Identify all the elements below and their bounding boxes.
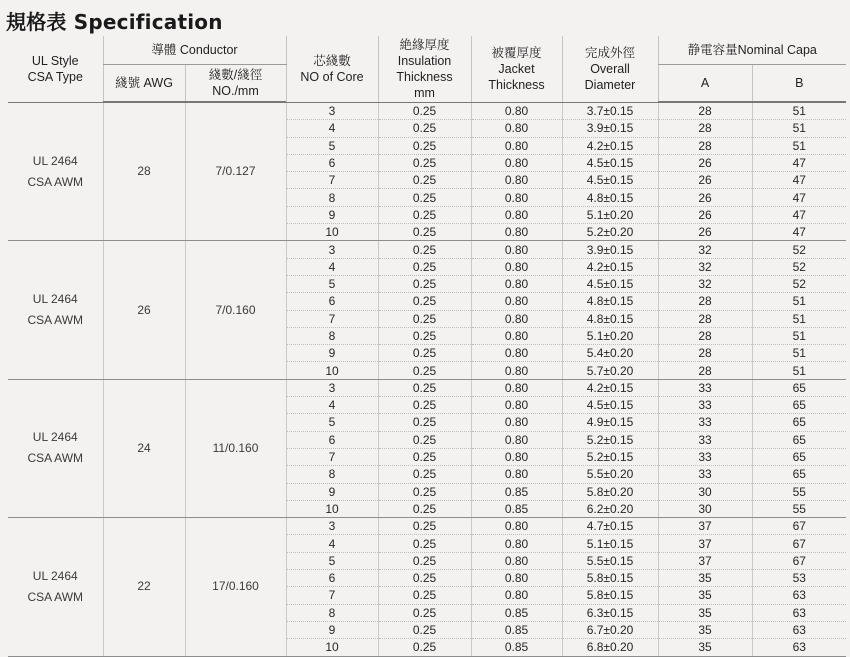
overall-diameter: 5.8±0.15 (562, 587, 658, 604)
diameter-label-zh: 完成外徑 (584, 45, 635, 60)
insulation-thickness: 0.25 (378, 483, 471, 500)
insulation-thickness: 0.25 (378, 103, 471, 120)
insulation-thickness: 0.25 (378, 621, 471, 638)
capa-a-value: 33 (658, 379, 752, 396)
core-label-en: NO of Core (300, 69, 364, 84)
jacket-thickness: 0.80 (471, 172, 562, 189)
core-count: 5 (286, 414, 378, 431)
capa-a-value: 30 (658, 500, 752, 517)
overall-diameter: 4.2±0.15 (562, 258, 658, 275)
overall-diameter: 6.2±0.20 (562, 500, 658, 517)
insulation-thickness: 0.25 (378, 587, 471, 604)
table-row (8, 103, 846, 120)
overall-diameter: 5.1±0.20 (562, 327, 658, 344)
capa-a-value: 28 (658, 345, 752, 362)
capa-b-value: 63 (752, 639, 846, 656)
jacket-thickness: 0.80 (471, 137, 562, 154)
jacket-thickness: 0.80 (471, 120, 562, 137)
insulation-thickness: 0.25 (378, 172, 471, 189)
page-title: 規格表 Specification (6, 10, 223, 34)
core-label-zh: 芯綫數 (313, 53, 351, 68)
capa-b-value: 47 (752, 206, 846, 223)
jacket-thickness: 0.80 (471, 206, 562, 223)
insulation-thickness: 0.25 (378, 466, 471, 483)
overall-diameter: 3.7±0.15 (562, 103, 658, 120)
insulation-label-en2: Thickness (396, 69, 453, 84)
capa-b-value: 51 (752, 137, 846, 154)
insulation-header (378, 36, 471, 102)
capa-a-value: 28 (658, 327, 752, 344)
capa-b-value: 55 (752, 483, 846, 500)
jacket-thickness: 0.80 (471, 535, 562, 552)
jacket-label-en2: Thickness (488, 77, 545, 92)
jacket-thickness: 0.85 (471, 621, 562, 638)
capa-b-value: 47 (752, 172, 846, 189)
capa-b-value: 65 (752, 466, 846, 483)
capa-a-value: 33 (658, 466, 752, 483)
overall-diameter: 4.5±0.15 (562, 154, 658, 171)
overall-diameter: 4.8±0.15 (562, 189, 658, 206)
capa-a-header: A (658, 65, 752, 102)
ul-style-cell (8, 103, 103, 241)
core-count: 7 (286, 310, 378, 327)
capa-a-value: 37 (658, 518, 752, 535)
core-count: 9 (286, 345, 378, 362)
ul-style-value: UL 2464 (32, 430, 78, 445)
jacket-thickness: 0.80 (471, 224, 562, 241)
core-count: 4 (286, 120, 378, 137)
capa-b-value: 52 (752, 241, 846, 258)
capa-a-value: 32 (658, 258, 752, 275)
capa-b-value: 53 (752, 570, 846, 587)
csa-type-value: CSA AWM (27, 174, 84, 189)
capa-b-value: 63 (752, 604, 846, 621)
jacket-thickness: 0.80 (471, 189, 562, 206)
jacket-label-en1: Jacket (498, 61, 535, 76)
jacket-thickness: 0.80 (471, 275, 562, 292)
insulation-thickness: 0.25 (378, 293, 471, 310)
capa-a-value: 28 (658, 362, 752, 379)
capa-b-value: 67 (752, 518, 846, 535)
awg-value: 28 (103, 103, 185, 241)
core-count: 5 (286, 275, 378, 292)
capa-b-value: 67 (752, 552, 846, 569)
core-count: 7 (286, 448, 378, 465)
insulation-thickness: 0.25 (378, 639, 471, 656)
core-count: 8 (286, 604, 378, 621)
insulation-thickness: 0.25 (378, 448, 471, 465)
ul-style-value: UL 2464 (32, 292, 78, 307)
capa-a-value: 32 (658, 241, 752, 258)
capa-a-value: 26 (658, 154, 752, 171)
core-count: 10 (286, 639, 378, 656)
table-row (8, 518, 846, 535)
insulation-label-zh: 絶緣厚度 (399, 37, 450, 52)
jacket-thickness: 0.80 (471, 154, 562, 171)
jacket-thickness: 0.80 (471, 431, 562, 448)
ul-style-cell (8, 241, 103, 379)
spec-table-container (8, 36, 846, 657)
capa-a-value: 28 (658, 137, 752, 154)
overall-diameter: 4.5±0.15 (562, 275, 658, 292)
overall-diameter: 5.5±0.15 (562, 552, 658, 569)
capa-b-value: 47 (752, 224, 846, 241)
jacket-thickness: 0.80 (471, 448, 562, 465)
overall-diameter: 5.1±0.15 (562, 535, 658, 552)
csa-type-value: CSA AWM (27, 589, 84, 604)
overall-diameter: 4.8±0.15 (562, 293, 658, 310)
core-count: 9 (286, 206, 378, 223)
core-count: 8 (286, 327, 378, 344)
capa-b-value: 55 (752, 500, 846, 517)
strands-value: 17/0.160 (185, 518, 286, 656)
capa-a-value: 32 (658, 275, 752, 292)
jacket-thickness: 0.85 (471, 639, 562, 656)
insulation-thickness: 0.25 (378, 206, 471, 223)
ul-style-value: UL 2464 (32, 153, 78, 168)
core-count: 3 (286, 241, 378, 258)
jacket-thickness: 0.80 (471, 293, 562, 310)
core-count: 10 (286, 224, 378, 241)
overall-diameter: 4.5±0.15 (562, 172, 658, 189)
spec-table (8, 36, 846, 657)
core-count: 6 (286, 293, 378, 310)
capa-a-value: 33 (658, 431, 752, 448)
awg-value: 22 (103, 518, 185, 656)
capa-b-value: 63 (752, 621, 846, 638)
insulation-thickness: 0.25 (378, 241, 471, 258)
insulation-thickness: 0.25 (378, 518, 471, 535)
core-count: 5 (286, 137, 378, 154)
jacket-header (471, 36, 562, 102)
awg-value: 24 (103, 379, 185, 517)
core-count: 6 (286, 570, 378, 587)
core-count: 8 (286, 189, 378, 206)
overall-diameter: 5.2±0.20 (562, 224, 658, 241)
overall-diameter: 6.8±0.20 (562, 639, 658, 656)
capa-b-value: 51 (752, 120, 846, 137)
jacket-thickness: 0.80 (471, 414, 562, 431)
insulation-thickness: 0.25 (378, 137, 471, 154)
capa-a-value: 28 (658, 120, 752, 137)
jacket-thickness: 0.80 (471, 570, 562, 587)
jacket-thickness: 0.80 (471, 258, 562, 275)
capa-b-value: 65 (752, 448, 846, 465)
jacket-thickness: 0.85 (471, 604, 562, 621)
capa-a-value: 37 (658, 552, 752, 569)
jacket-thickness: 0.80 (471, 345, 562, 362)
overall-diameter: 6.3±0.15 (562, 604, 658, 621)
core-count: 6 (286, 431, 378, 448)
capa-a-value: 28 (658, 310, 752, 327)
capa-b-header: B (752, 65, 846, 102)
capa-a-value: 35 (658, 621, 752, 638)
insulation-thickness: 0.25 (378, 414, 471, 431)
core-count: 3 (286, 103, 378, 120)
core-count: 5 (286, 552, 378, 569)
capa-a-value: 26 (658, 206, 752, 223)
overall-diameter: 3.9±0.15 (562, 241, 658, 258)
insulation-thickness: 0.25 (378, 189, 471, 206)
overall-diameter: 5.2±0.15 (562, 448, 658, 465)
table-row (8, 241, 846, 258)
capa-b-value: 51 (752, 362, 846, 379)
insulation-thickness: 0.25 (378, 154, 471, 171)
capa-a-value: 30 (658, 483, 752, 500)
overall-diameter: 4.7±0.15 (562, 518, 658, 535)
capa-b-value: 67 (752, 535, 846, 552)
core-count: 10 (286, 362, 378, 379)
jacket-thickness: 0.80 (471, 518, 562, 535)
capa-a-value: 35 (658, 604, 752, 621)
capa-a-value: 33 (658, 397, 752, 414)
diameter-label-en1: Overall (590, 61, 630, 76)
jacket-thickness: 0.80 (471, 379, 562, 396)
core-count: 7 (286, 172, 378, 189)
strands-label-en: NO./mm (212, 84, 259, 98)
insulation-thickness: 0.25 (378, 535, 471, 552)
jacket-thickness: 0.80 (471, 362, 562, 379)
core-count: 7 (286, 587, 378, 604)
strands-value: 7/0.160 (185, 241, 286, 379)
conductor-header: 導體 Conductor (103, 36, 286, 65)
capa-b-value: 51 (752, 345, 846, 362)
csa-type-value: CSA AWM (27, 313, 84, 328)
capa-a-value: 28 (658, 103, 752, 120)
core-count: 10 (286, 500, 378, 517)
capa-b-value: 52 (752, 258, 846, 275)
overall-diameter: 5.5±0.20 (562, 466, 658, 483)
core-header (286, 36, 378, 102)
insulation-thickness: 0.25 (378, 120, 471, 137)
insulation-thickness: 0.25 (378, 570, 471, 587)
capa-b-value: 51 (752, 310, 846, 327)
capa-a-value: 26 (658, 172, 752, 189)
capa-b-value: 65 (752, 379, 846, 396)
jacket-thickness: 0.80 (471, 103, 562, 120)
overall-diameter: 5.1±0.20 (562, 206, 658, 223)
capa-a-value: 33 (658, 414, 752, 431)
capa-a-value: 26 (658, 224, 752, 241)
awg-header: 綫號 AWG (103, 65, 185, 102)
overall-diameter: 4.2±0.15 (562, 379, 658, 396)
ul-style-label: UL Style (31, 53, 79, 68)
diameter-header (562, 36, 658, 102)
diameter-label-en2: Diameter (584, 77, 636, 92)
capacitance-header: 静電容量Nominal Capa (658, 36, 846, 65)
core-count: 9 (286, 621, 378, 638)
awg-value: 26 (103, 241, 185, 379)
overall-diameter: 6.7±0.20 (562, 621, 658, 638)
capa-b-value: 47 (752, 189, 846, 206)
overall-diameter: 5.4±0.20 (562, 345, 658, 362)
ul-style-cell (8, 518, 103, 656)
insulation-thickness: 0.25 (378, 275, 471, 292)
core-count: 4 (286, 258, 378, 275)
jacket-thickness: 0.85 (471, 483, 562, 500)
core-count: 4 (286, 535, 378, 552)
overall-diameter: 3.9±0.15 (562, 120, 658, 137)
jacket-thickness: 0.80 (471, 397, 562, 414)
core-count: 3 (286, 379, 378, 396)
overall-diameter: 4.8±0.15 (562, 310, 658, 327)
capa-b-value: 65 (752, 414, 846, 431)
insulation-thickness: 0.25 (378, 500, 471, 517)
capa-b-value: 63 (752, 587, 846, 604)
ul-style-cell (8, 379, 103, 517)
insulation-thickness: 0.25 (378, 345, 471, 362)
insulation-thickness: 0.25 (378, 379, 471, 396)
capa-b-value: 65 (752, 397, 846, 414)
capa-b-value: 47 (752, 154, 846, 171)
insulation-thickness: 0.25 (378, 258, 471, 275)
capa-a-value: 26 (658, 189, 752, 206)
jacket-thickness: 0.80 (471, 310, 562, 327)
insulation-thickness: 0.25 (378, 431, 471, 448)
capa-b-value: 65 (752, 431, 846, 448)
overall-diameter: 4.5±0.15 (562, 397, 658, 414)
strands-label-zh: 綫數/綫徑 (208, 68, 263, 82)
insulation-thickness: 0.25 (378, 604, 471, 621)
jacket-thickness: 0.80 (471, 587, 562, 604)
ul-style-header (8, 36, 103, 102)
core-count: 3 (286, 518, 378, 535)
jacket-label-zh: 被覆厚度 (491, 45, 542, 60)
insulation-thickness: 0.25 (378, 362, 471, 379)
insulation-thickness: 0.25 (378, 397, 471, 414)
capa-a-value: 33 (658, 448, 752, 465)
jacket-thickness: 0.80 (471, 552, 562, 569)
ul-style-value: UL 2464 (32, 568, 78, 583)
capa-a-value: 35 (658, 639, 752, 656)
insulation-thickness: 0.25 (378, 224, 471, 241)
insulation-thickness: 0.25 (378, 310, 471, 327)
strands-value: 7/0.127 (185, 103, 286, 241)
jacket-thickness: 0.80 (471, 241, 562, 258)
insulation-thickness: 0.25 (378, 552, 471, 569)
overall-diameter: 4.2±0.15 (562, 137, 658, 154)
csa-type-value: CSA AWM (27, 451, 84, 466)
overall-diameter: 5.8±0.15 (562, 570, 658, 587)
overall-diameter: 5.2±0.15 (562, 431, 658, 448)
strands-header (185, 65, 286, 102)
jacket-thickness: 0.80 (471, 327, 562, 344)
capa-b-value: 51 (752, 293, 846, 310)
core-count: 9 (286, 483, 378, 500)
capa-b-value: 51 (752, 103, 846, 120)
core-count: 6 (286, 154, 378, 171)
capa-a-value: 35 (658, 587, 752, 604)
strands-value: 11/0.160 (185, 379, 286, 517)
capa-b-value: 52 (752, 275, 846, 292)
insulation-label-en1: Insulation (397, 53, 452, 68)
core-count: 8 (286, 466, 378, 483)
insulation-thickness: 0.25 (378, 327, 471, 344)
spec-table-body (8, 103, 846, 657)
core-count: 4 (286, 397, 378, 414)
capa-a-value: 37 (658, 535, 752, 552)
jacket-thickness: 0.85 (471, 500, 562, 517)
capa-b-value: 51 (752, 327, 846, 344)
jacket-thickness: 0.80 (471, 466, 562, 483)
overall-diameter: 4.9±0.15 (562, 414, 658, 431)
capa-a-value: 35 (658, 570, 752, 587)
insulation-unit: mm (414, 85, 435, 100)
capa-a-value: 28 (658, 293, 752, 310)
table-row (8, 379, 846, 396)
overall-diameter: 5.7±0.20 (562, 362, 658, 379)
overall-diameter: 5.8±0.20 (562, 483, 658, 500)
csa-type-label: CSA Type (27, 69, 83, 84)
